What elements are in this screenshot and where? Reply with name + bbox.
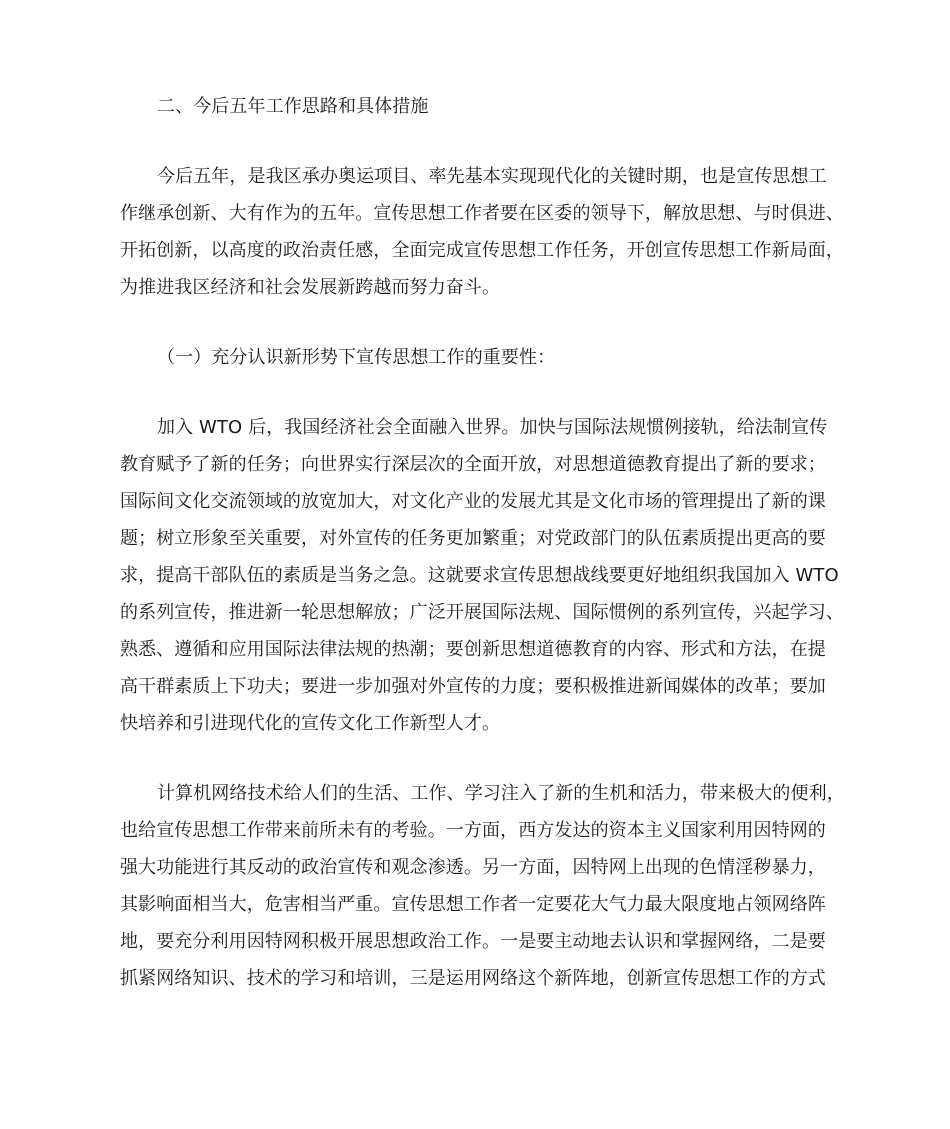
paragraph-line: 开拓创新，以高度的政治责任感，全面完成宣传思想工作任务，开创宣传思想工作新局面，	[120, 240, 844, 261]
paragraph-line: 抓紧网络知识、技术的学习和培训，三是运用网络这个新阵地，创新宣传思想工作的方式	[120, 968, 826, 989]
paragraph-intro	[120, 158, 844, 306]
paragraph-line: 熟悉、遵循和应用国际法律法规的热潮；要创新思想道德教育的内容、形式和方法，在提	[120, 639, 826, 660]
paragraph-line: 地，要充分利用因特网积极开展思想政治工作。一是要主动地去认识和掌握网络，二是要	[120, 931, 826, 952]
paragraph-line: 求，提高干部队伍的素质是当务之急。这就要求宣传思想战线要更好地组织我国加入 WTO	[120, 565, 839, 586]
paragraph-line: 作继承创新、大有作为的五年。宣传思想工作者要在区委的领导下，解放思想、与时俱进、	[120, 203, 844, 224]
paragraph-spacer	[120, 306, 834, 339]
document-body	[120, 88, 845, 997]
paragraph-line: 国际间文化交流领域的放宽加大，对文化产业的发展尤其是文化市场的管理提出了新的课	[120, 491, 826, 512]
paragraph-spacer	[120, 742, 834, 775]
paragraph-line: 为推进我区经济和社会发展新跨越而努力奋斗。	[120, 277, 501, 298]
paragraph-line: 强大功能进行其反动的政治宣传和观念渗透。另一方面，因特网上出现的色情淫秽暴力，	[120, 857, 826, 878]
paragraph-line: 计算机网络技术给人们的生活、工作、学习注入了新的生机和活力，带来极大的便利，	[157, 783, 845, 804]
paragraph-line: 今后五年，是我区承办奥运项目、率先基本实现现代化的关键时期，也是宣传思想工	[157, 166, 827, 187]
paragraph-line: 其影响面相当大，危害相当严重。宣传思想工作者一定要花大气力最大限度地占领网络阵	[120, 894, 826, 915]
paragraph-line: 高干群素质上下功夫；要进一步加强对外宣传的力度；要积极推进新闻媒体的改革；要加	[120, 676, 826, 697]
paragraph-spacer	[120, 125, 834, 158]
paragraph-wto	[120, 409, 844, 742]
paragraph-line: 教育赋予了新的任务；向世界实行深层次的全面开放，对思想道德教育提出了新的要求；	[120, 454, 826, 475]
paragraph-line: 加入 WTO 后，我国经济社会全面融入世界。加快与国际法规惯例接轨，给法制宣传	[157, 417, 828, 438]
paragraph-line: 的系列宣传，推进新一轮思想解放；广泛开展国际法规、国际惯例的系列宣传，兴起学习、	[120, 602, 844, 623]
subsection-heading: （一）充分认识新形势下宣传思想工作的重要性：	[157, 347, 556, 368]
paragraph-network	[120, 775, 845, 997]
paragraph-line: 题；树立形象至关重要，对外宣传的任务更加繁重；对党政部门的队伍素质提出更高的要	[120, 528, 826, 549]
section-heading: 二、今后五年工作思路和具体措施	[157, 96, 429, 117]
paragraph-line: 快培养和引进现代化的宣传文化工作新型人才。	[120, 713, 501, 734]
paragraph-spacer	[120, 376, 834, 409]
paragraph-line: 也给宣传思想工作带来前所未有的考验。一方面，西方发达的资本主义国家利用因特网的	[120, 820, 826, 841]
